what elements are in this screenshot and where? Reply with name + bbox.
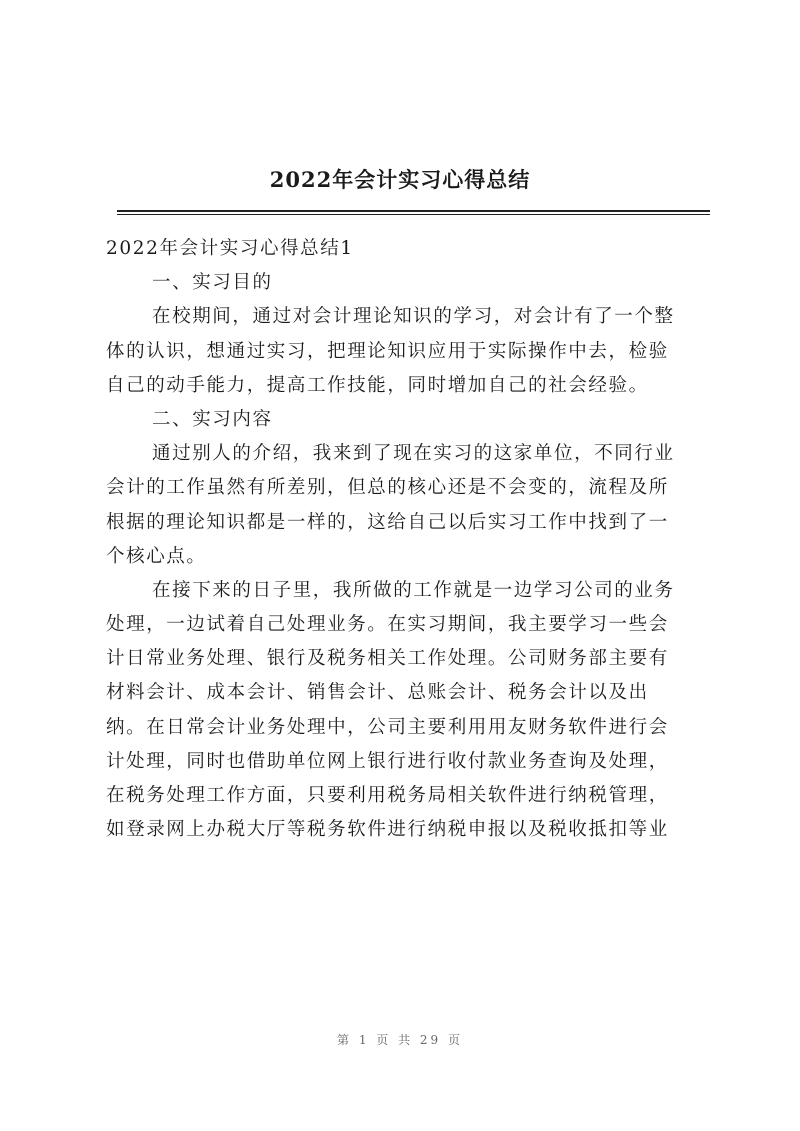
paragraph-line: 个核心点。 (106, 545, 207, 567)
paragraph-line: 在税务处理工作方面，只要利用税务局相关软件进行纳税管理， (106, 785, 669, 806)
paragraph-line: 在接下来的日子里，我所做的工作就是一边学习公司的业务 (152, 579, 675, 601)
paragraph-line: 材料会计、成本会计、销售会计、总账会计、税务会计以及出 (106, 682, 649, 704)
document-body (106, 232, 720, 847)
section-heading: 2022年会计实习心得总结1 (106, 238, 354, 259)
paragraph-line: 纳。在日常会计业务处理中，公司主要利用用友财务软件进行会 (106, 716, 669, 738)
title-divider-thin (117, 214, 710, 215)
paragraph-line: 通过别人的介绍，我来到了现在实习的这家单位，不同行业 (152, 443, 675, 465)
page-number: 第 1 页 共 29 页 (337, 1033, 463, 1047)
paragraph-line: 处理，一边试着自己处理业务。在实习期间，我主要学习一些会 (106, 614, 669, 636)
document-title: 2022年会计实习心得总结 (269, 167, 531, 192)
paragraph-line: 根据的理论知识都是一样的，这给自己以后实习工作中找到了一 (106, 511, 669, 533)
paragraph-line: 在校期间，通过对会计理论知识的学习，对会计有了一个整 (152, 306, 675, 328)
subsection-heading: 一、实习目的 (152, 272, 273, 294)
paragraph-line: 体的认识，想通过实习，把理论知识应用于实际操作中去，检验 (106, 340, 669, 362)
paragraph-line: 会计的工作虽然有所差别，但总的核心还是不会变的，流程及所 (106, 477, 669, 499)
subsection-heading: 二、实习内容 (152, 408, 273, 430)
title-divider (117, 210, 710, 212)
paragraph-line: 计处理，同时也借助单位网上银行进行收付款业务查询及处理， (106, 750, 669, 772)
paragraph-line: 自己的动手能力，提高工作技能，同时增加自己的社会经验。 (106, 374, 649, 396)
paragraph-line: 计日常业务处理、银行及税务相关工作处理。公司财务部主要有 (106, 648, 669, 670)
paragraph-line: 如登录网上办税大厅等税务软件进行纳税申报以及税收抵扣等业 (106, 819, 669, 841)
